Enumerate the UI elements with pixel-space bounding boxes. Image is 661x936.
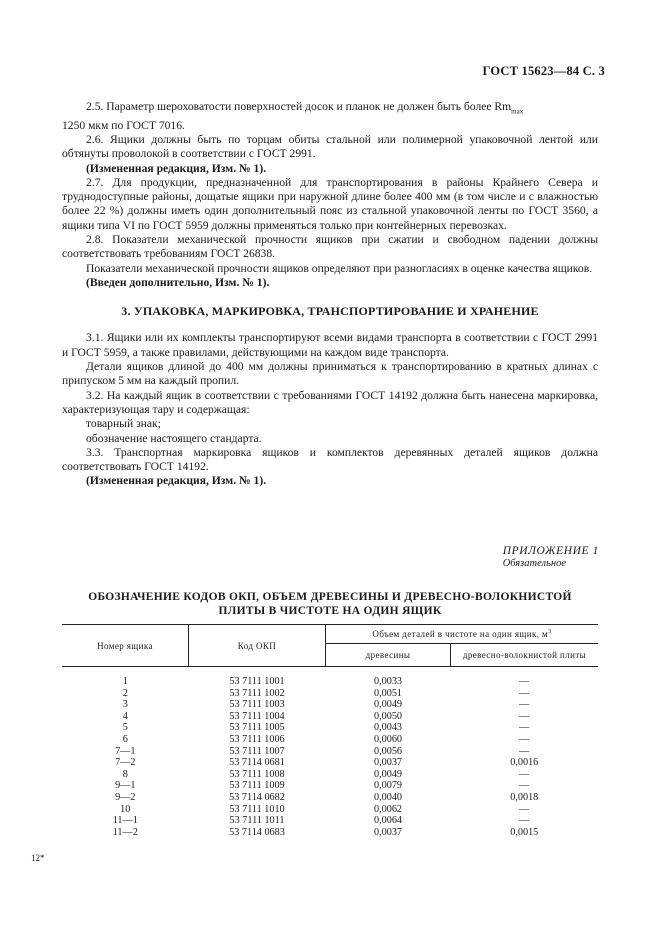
- amendment-note-2: (Измененная редакция, Изм. № 1).: [86, 474, 267, 488]
- addition-note: (Введен дополнительно, Изм. № 1).: [86, 275, 270, 289]
- cell-fiber: 0,0018: [510, 791, 539, 803]
- header-volume-text: Объем деталей в чистоте на один ящик, м: [372, 629, 549, 639]
- page-header: ГОСТ 15623—84 С. 3: [482, 64, 605, 78]
- paragraph-3-1: 3.1. Ящики или их комплекты транспортируют всеми видами транспорта в соответствии с ГОСТ 2991 и ГОСТ 5959, а также правилами, действующими на каждом виде транспорта.: [62, 331, 598, 359]
- cell-n: 2: [122, 687, 128, 699]
- cell-fiber: —: [519, 676, 530, 687]
- cell-wood: 0,0064: [373, 815, 402, 827]
- cell-n: 9—1: [115, 780, 136, 792]
- cell-n: 3: [122, 699, 128, 711]
- cell-n: 9—2: [115, 791, 136, 803]
- table-row: [62, 757, 598, 769]
- table-body: [62, 667, 598, 839]
- paragraph-2-5-subscript: max: [511, 107, 524, 116]
- header-box-number: Номер ящика: [62, 625, 189, 667]
- cell-fiber: 0,0016: [510, 757, 539, 769]
- table-row: [62, 722, 598, 734]
- cell-n: 11—1: [112, 815, 138, 827]
- cell-okp: 53 7114 0681: [229, 757, 285, 769]
- table-row: [62, 769, 598, 781]
- cell-wood: 0,0079: [373, 780, 402, 792]
- cell-wood: 0,0050: [373, 710, 402, 722]
- cell-n: 8: [122, 768, 128, 780]
- table-row: [62, 815, 598, 827]
- appendix-number: ПРИЛОЖЕНИЕ 1: [502, 545, 599, 557]
- cell-okp: 53 7111 1004: [229, 710, 285, 722]
- paragraph-2-6: 2.6. Ящики должны быть по торцам обиты стальной или полимерной упаковочной лентой или обтянуты проволокой в соответствии с ГОСТ 2991.: [62, 132, 598, 161]
- section-3-title: 3. УПАКОВКА, МАРКИРОВКА, ТРАНСПОРТИРОВАНИЕ И ХРАНЕНИЕ: [121, 304, 539, 319]
- list-item-standard: обозначение настоящего стандарта.: [86, 431, 262, 445]
- table-row: [62, 734, 598, 746]
- cell-wood: 0,0033: [373, 676, 402, 687]
- table-row: [62, 792, 598, 804]
- header-wood: древесины: [326, 644, 451, 667]
- cell-wood: 0,0049: [373, 768, 402, 780]
- cell-okp: 53 7111 1011: [229, 815, 285, 827]
- paragraph-2-5-continued: 1250 мкм по ГОСТ 7016.: [62, 118, 185, 132]
- cell-wood: 0,0056: [373, 745, 402, 757]
- cell-okp: 53 7111 1009: [229, 780, 285, 792]
- cell-okp: 53 7111 1001: [229, 676, 285, 687]
- header-volume: [326, 625, 599, 644]
- header-volume-superscript: 3: [548, 629, 552, 635]
- cell-fiber: —: [519, 768, 530, 780]
- cell-n: 1: [122, 676, 128, 687]
- cell-fiber: —: [519, 780, 530, 792]
- header-fiberboard: древесно-волокнистой плиты: [451, 644, 599, 667]
- amendment-note-1: (Измененная редакция, Изм. № 1).: [86, 161, 267, 175]
- cell-okp: 53 7111 1008: [229, 768, 285, 780]
- table-title-line-1: ОБОЗНАЧЕНИЕ КОДОВ ОКП, ОБЪЕМ ДРЕВЕСИНЫ И ДРЕВЕСНО-ВОЛОКНИСТОЙ: [88, 591, 572, 603]
- paragraph-2-8: 2.8. Показатели механической прочности ящиков при сжатии и свободном падении должны соответствовать требованиям ГОСТ 26838.: [62, 232, 598, 261]
- table-title-line-2: ПЛИТЫ В ЧИСТОТЕ НА ОДИН ЯЩИК: [218, 604, 442, 617]
- cell-okp: 53 7111 1007: [229, 745, 285, 757]
- cell-n: 4: [122, 710, 128, 722]
- cell-fiber: —: [519, 803, 530, 815]
- table-row: [62, 688, 598, 700]
- appendix-status: Обязательное: [502, 558, 566, 569]
- cell-n: 7—2: [115, 757, 136, 769]
- cell-n: 7—1: [115, 745, 136, 757]
- cell-fiber: —: [519, 722, 530, 734]
- cell-fiber: —: [519, 687, 530, 699]
- document-body: [62, 100, 598, 489]
- list-item-trademark: товарный знак;: [86, 417, 161, 431]
- cell-n: 5: [122, 722, 128, 734]
- cell-fiber: —: [519, 815, 530, 827]
- cell-wood: 0,0060: [373, 733, 402, 745]
- cell-okp: 53 7111 1003: [229, 699, 285, 711]
- cell-wood: 0,0062: [373, 803, 402, 815]
- table-row: [62, 711, 598, 723]
- cell-wood: 0,0049: [373, 699, 402, 711]
- cell-okp: 53 7114 0682: [229, 791, 285, 803]
- cell-fiber: 0,0015: [510, 826, 539, 838]
- paragraph-3-3: 3.3. Транспортная маркировка ящиков и комплектов деревянных деталей ящиков должна соответствовать ГОСТ 14192.: [62, 445, 598, 474]
- okp-volume-table: [62, 624, 598, 838]
- table-row: [62, 746, 598, 758]
- cell-okp: 53 7111 1006: [229, 733, 285, 745]
- table-title: [62, 591, 598, 618]
- appendix-label: [503, 545, 599, 569]
- paragraph-2-5-text: 2.5. Параметр шероховатости поверхностей досок и планок не должен быть более Rm: [86, 100, 512, 113]
- table-row: [62, 699, 598, 711]
- cell-fiber: —: [519, 710, 530, 722]
- cell-wood: 0,0043: [373, 722, 402, 734]
- header-okp-code: Код ОКП: [189, 625, 326, 667]
- cell-wood: 0,0037: [373, 757, 402, 769]
- cell-okp: 53 7111 1005: [229, 722, 285, 734]
- cell-okp: 53 7111 1002: [229, 687, 285, 699]
- cell-wood: 0,0040: [373, 791, 402, 803]
- paragraph-2-5: [62, 100, 598, 119]
- page-footnote: 12*: [31, 853, 45, 863]
- table-row: [62, 667, 598, 688]
- table-row: [62, 827, 598, 839]
- paragraph-2-8-continued: Показатели механической прочности ящиков определяют при разногласиях в оценке качества ящиков.: [86, 261, 593, 275]
- cell-okp: 53 7111 1010: [229, 803, 285, 815]
- paragraph-3-2: 3.2. На каждый ящик в соответствии с требованиями ГОСТ 14192 должна быть нанесена маркировка, характеризующая тару и содержащая:: [62, 388, 598, 416]
- cell-n: 6: [122, 733, 128, 745]
- cell-wood: 0,0037: [373, 826, 402, 838]
- paragraph-3-1-continued: Детали ящиков длиной до 400 мм должны приниматься к транспортированию в кратных длинах с припуском 5 мм на каждый пропил.: [62, 360, 598, 388]
- paragraph-2-7: 2.7. Для продукции, предназначенной для транспортирования в районы Крайнего Севера и труднодоступные районы, дощатые ящики при наружной длине более 400 мм (в том числе и с влажностью более 22 %) должны иметь один дополнительный пояс из стальной упаковочной ленты по ГОСТ 3560, а ящики типа VI по ГОСТ 5959 должны применяться только при контейнерных перевозках.: [62, 175, 598, 232]
- cell-wood: 0,0051: [373, 687, 402, 699]
- table-row: [62, 804, 598, 816]
- cell-fiber: —: [519, 733, 530, 745]
- cell-n: 11—2: [112, 826, 138, 838]
- table-row: [62, 780, 598, 792]
- cell-fiber: —: [519, 699, 530, 711]
- cell-fiber: —: [519, 745, 530, 757]
- cell-n: 10: [120, 803, 131, 815]
- cell-okp: 53 7114 0683: [229, 826, 285, 838]
